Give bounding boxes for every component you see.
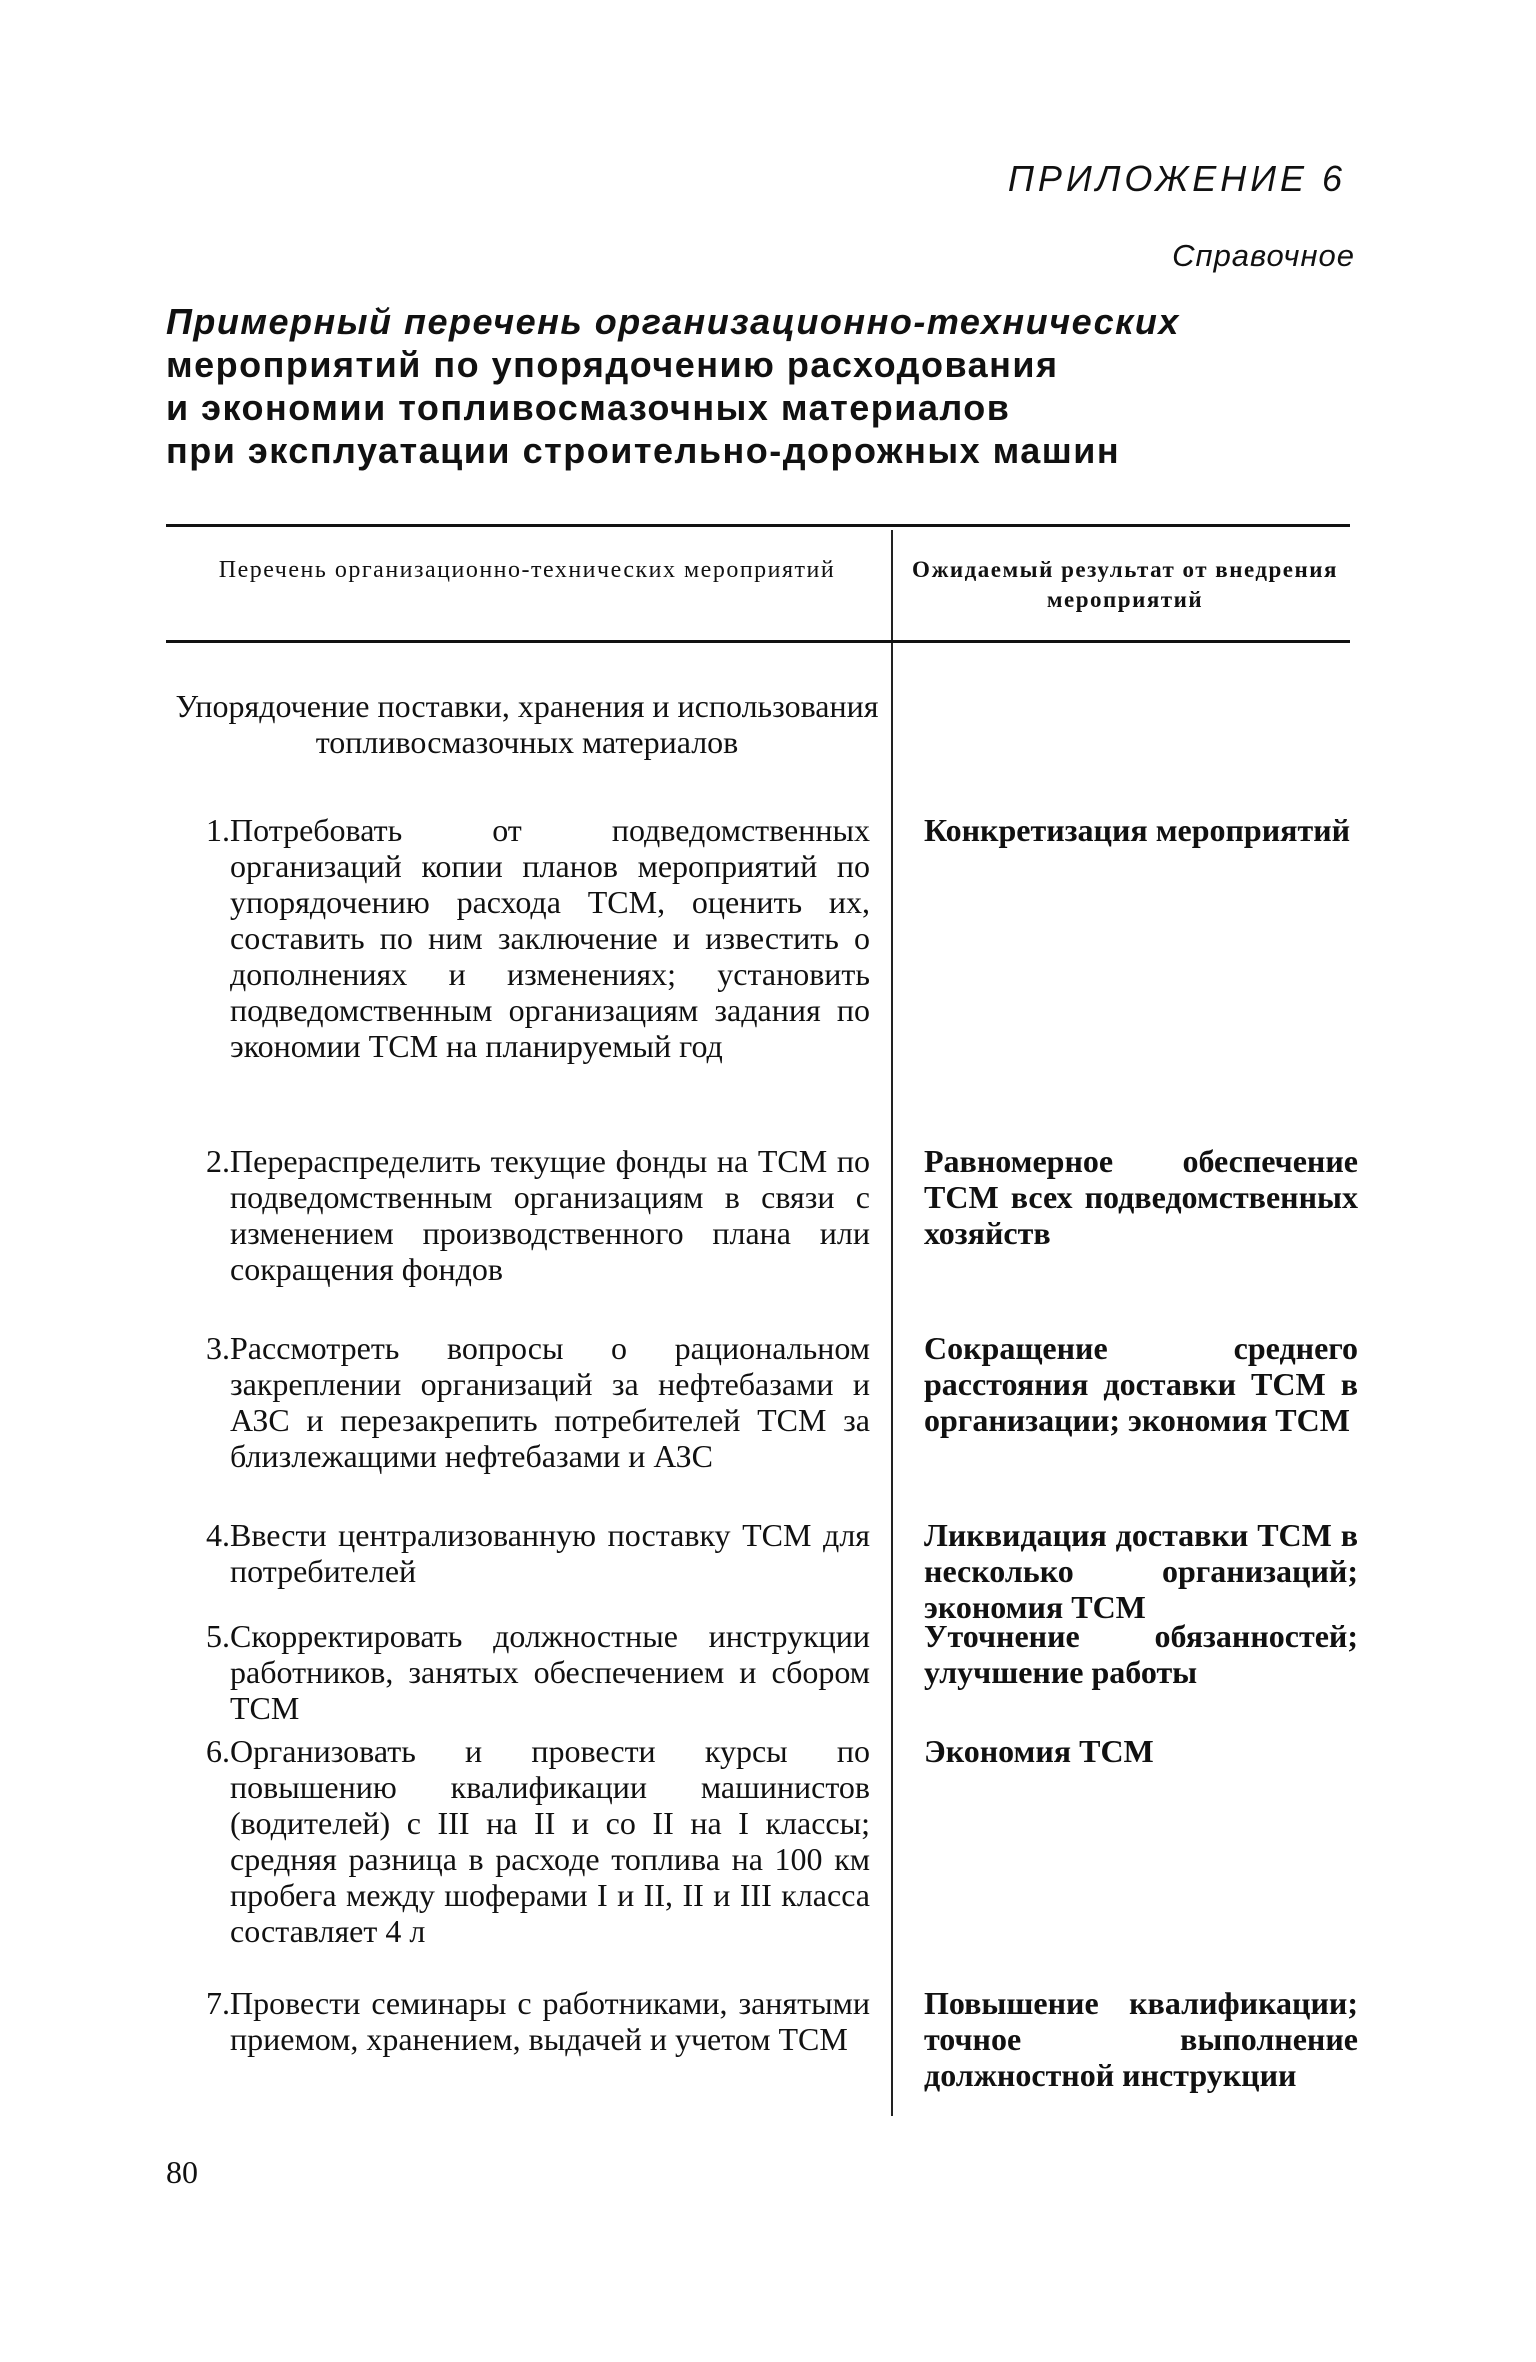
result-text: Ликвидация доставки ТСМ в несколько организаций; экономия ТСМ: [924, 1517, 1358, 1625]
measure-text: Ввести централизованную поставку ТСМ для потребителей: [230, 1517, 870, 1589]
result-text: Повышение квалификации; точное выполнение должностной инструкции: [924, 1985, 1358, 2093]
appendix-label: ПРИЛОЖЕНИЕ 6: [1007, 158, 1346, 199]
document-title: [166, 300, 1366, 472]
page-number: 80: [166, 2154, 198, 2190]
result-text: Уточнение обязанностей; улучшение работы: [924, 1618, 1358, 1690]
table-row: [166, 812, 870, 1064]
measure-text: Потребовать от подведомственных организаций копии планов мероприятий по упорядочению расхода ТСМ, оценить их, составить по ним заключение и известить о дополнениях и изменениях; установить подведомственным организациям задания по экономии ТСМ на планируемый год: [230, 812, 870, 1064]
measure-text: Провести семинары с работниками, занятыми приемом, хранением, выдачей и учетом ТСМ: [230, 1985, 870, 2057]
table-row: [166, 1517, 870, 1589]
row-number: 6.: [206, 1733, 230, 1769]
section-title: Упорядочение поставки, хранения и использования топливосмазочных материалов: [175, 688, 879, 760]
title-line: мероприятий по упорядочению расходования: [166, 344, 1059, 385]
table-row: [166, 1330, 870, 1474]
title-line: Примерный перечень организационно-технических: [166, 301, 1180, 342]
table-row: [166, 1985, 870, 2057]
measure-text: Перераспределить текущие фонды на ТСМ по подведомственным организациям в связи с изменением производственного плана или сокращения фондов: [230, 1143, 870, 1287]
table-row: [166, 1733, 870, 1949]
table-row: [166, 1143, 870, 1287]
result-text: Сокращение среднего расстояния доставки ТСМ в организации; экономия ТСМ: [924, 1330, 1358, 1438]
table-row: [166, 1618, 870, 1726]
column-divider: [891, 530, 893, 2116]
measure-text: Организовать и провести курсы по повышению квалификации машинистов (водителей) с III на II и со II на I классы; средняя разница в расходе топлива на 100 км пробега между шоферами I и II, II и III класса составляет 4 л: [230, 1733, 870, 1949]
measure-text: Скорректировать должностные инструкции работников, занятых обеспечением и сбором ТСМ: [230, 1618, 870, 1726]
column-header-measures: Перечень организационно-технических мероприятий: [218, 557, 836, 583]
result-text: Экономия ТСМ: [924, 1733, 1154, 1769]
row-number: 7.: [206, 1985, 230, 2021]
row-number: 5.: [206, 1618, 230, 1654]
row-number: 3.: [206, 1330, 230, 1366]
measure-text: Рассмотреть вопросы о рациональном закреплении организаций за нефтебазами и АЗС и перезакрепить потребителей ТСМ за близлежащими нефтебазами и АЗС: [230, 1330, 870, 1474]
table-header-rule: [166, 640, 1350, 643]
reference-label: Справочное: [1172, 238, 1355, 273]
column-header-results: Ожидаемый результат от внедрения мероприятий: [912, 557, 1338, 612]
title-line: при эксплуатации строительно-дорожных машин: [166, 430, 1121, 471]
row-number: 2.: [206, 1143, 230, 1179]
title-line: и экономии топливосмазочных материалов: [166, 387, 1011, 428]
result-text: Конкретизация мероприятий: [924, 812, 1351, 848]
row-number: 1.: [206, 812, 230, 848]
table-top-rule: [166, 524, 1350, 527]
result-text: Равномерное обеспечение ТСМ всех подведомственных хозяйств: [924, 1143, 1358, 1251]
row-number: 4.: [206, 1517, 230, 1553]
